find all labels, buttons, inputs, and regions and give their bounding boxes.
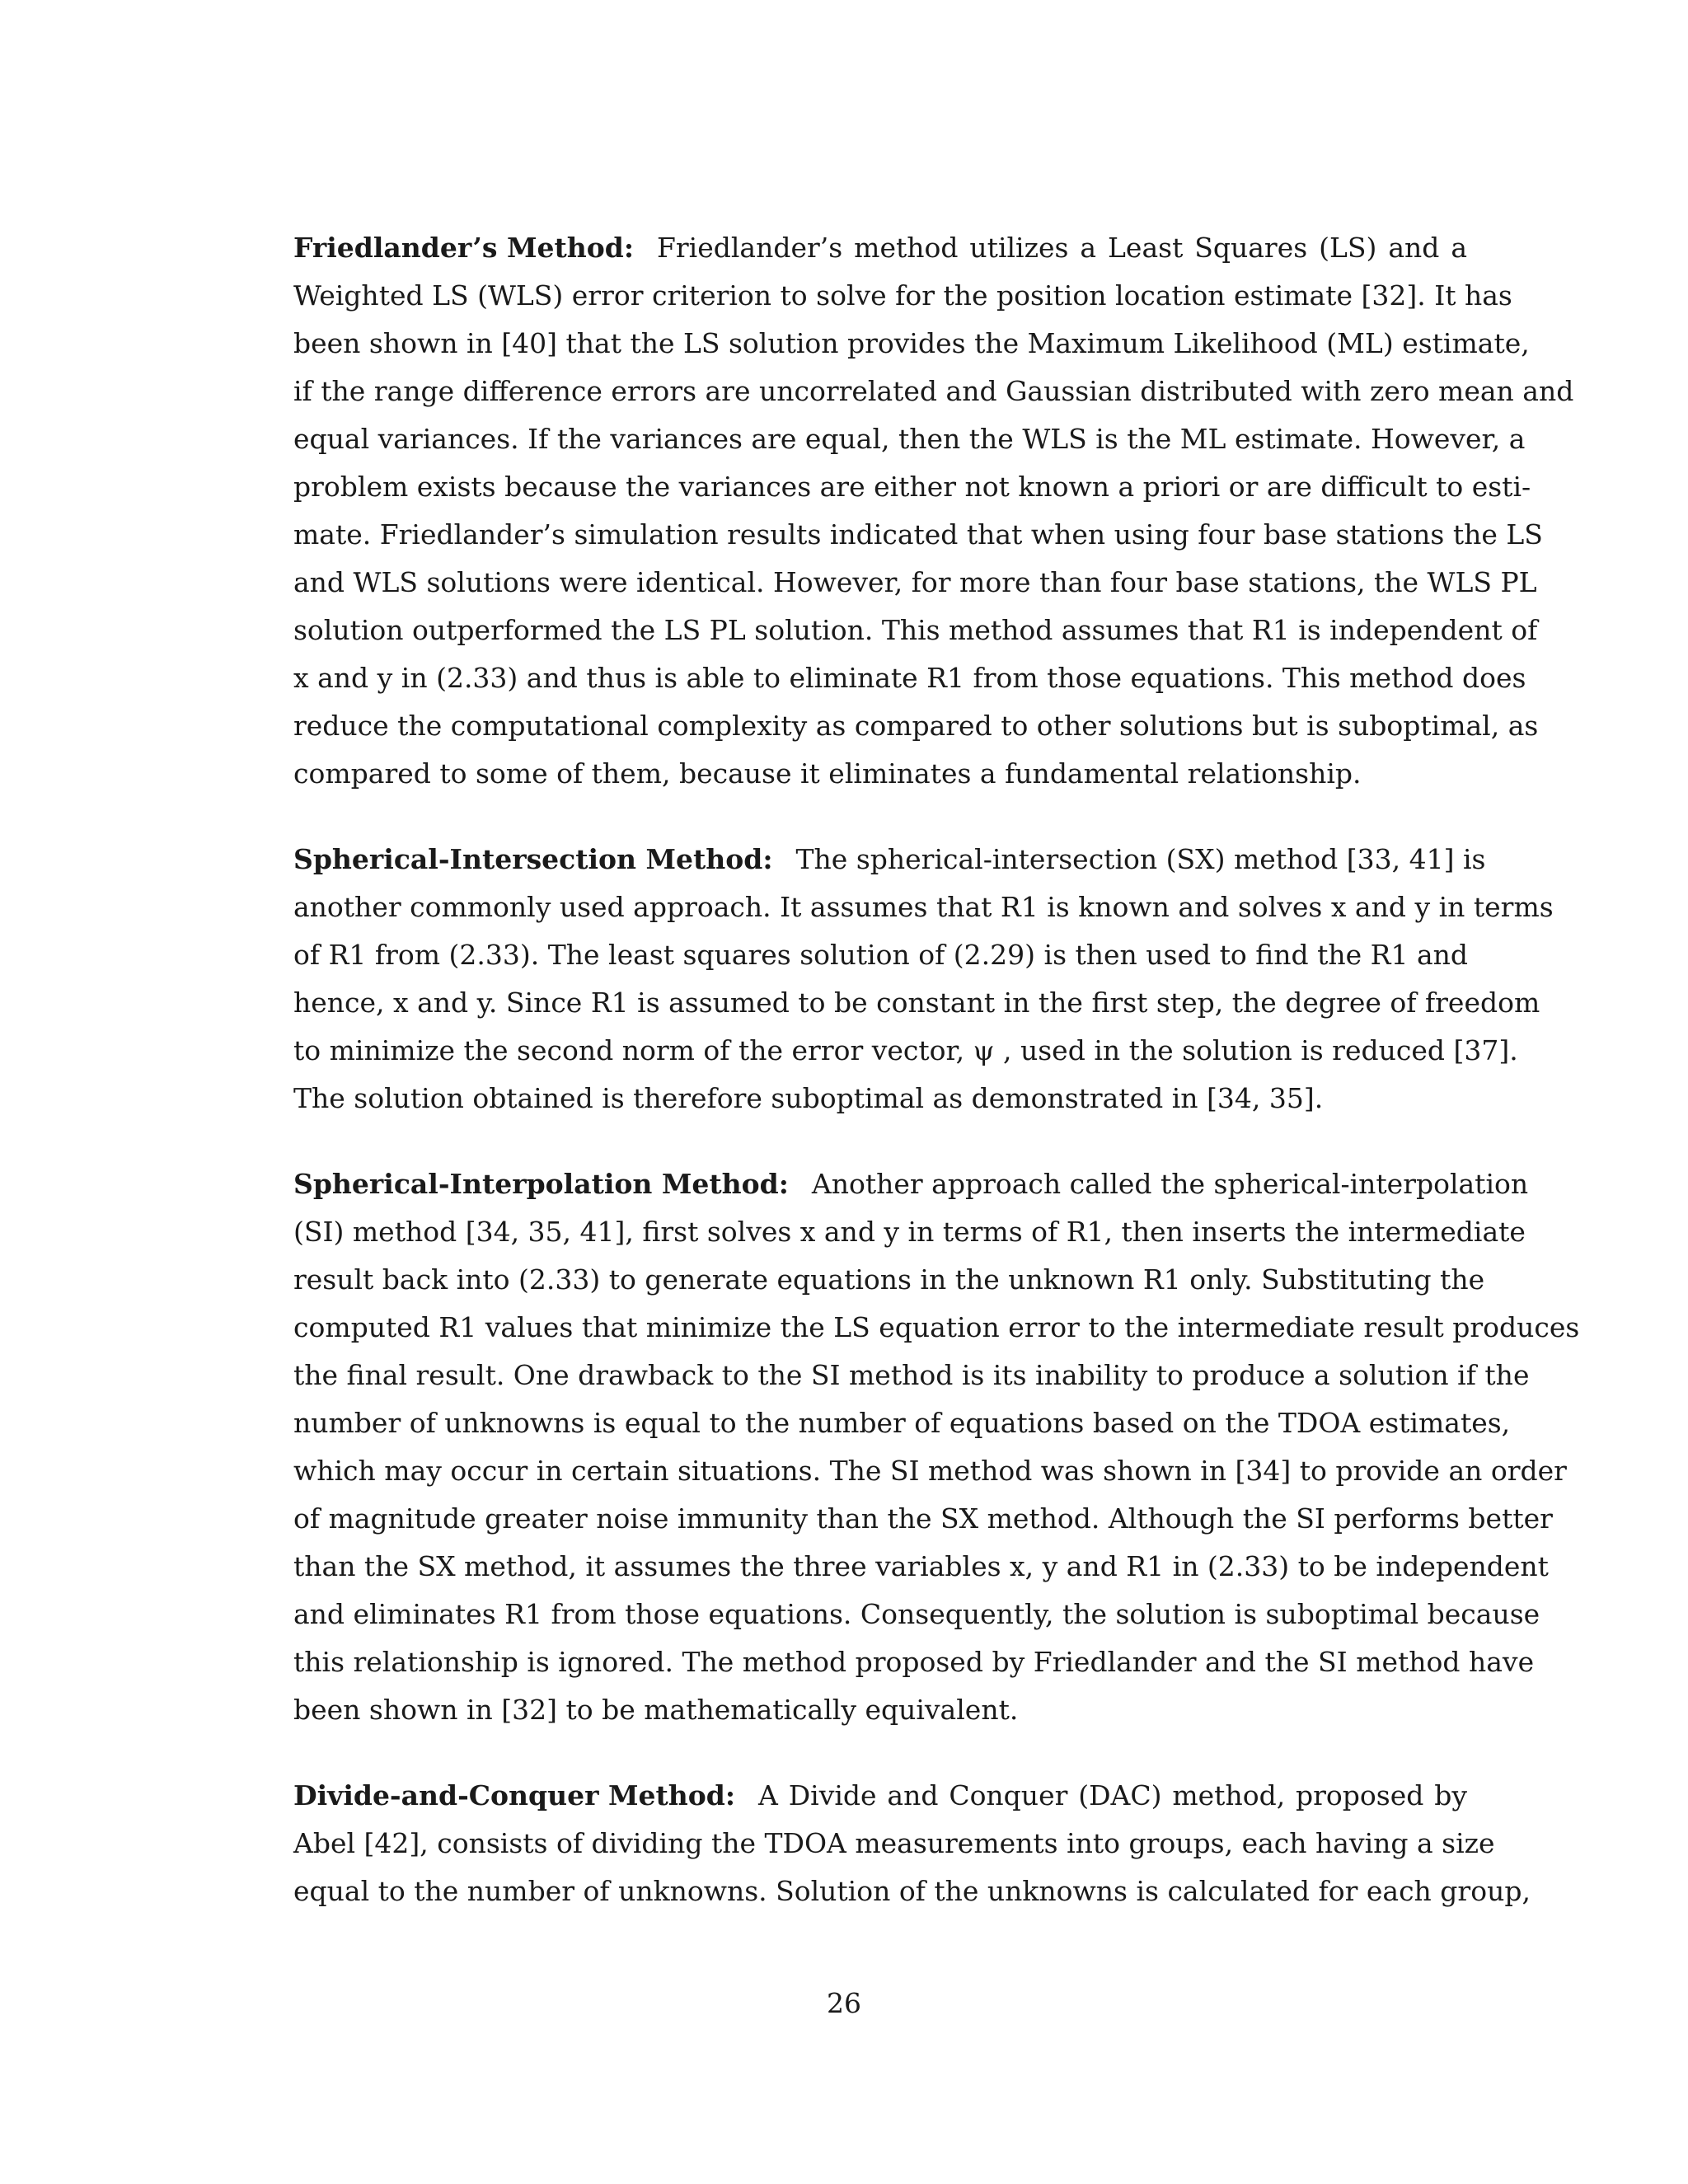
section-heading: Friedlander’s Method: <box>293 232 634 264</box>
text-line: this relationship is ignored. The method proposed by Friedlander and the SI method have <box>293 1646 1535 1678</box>
text-line: than the SX method, it assumes the three variables x, y and R1 in (2.33) to be independent <box>293 1550 1549 1582</box>
text-line <box>293 1160 1529 1208</box>
line-text: Friedlander’s method utilizes a Least Squares (LS) and a <box>657 232 1467 264</box>
text-line: mate. Friedlander’s simulation results indicated that when using four base stations the LS <box>293 518 1543 551</box>
text-line: number of unknowns is equal to the number of equations based on the TDOA estimates, <box>293 1407 1511 1439</box>
text-line: Abel [42], consists of dividing the TDOA measurements into groups, each having a size <box>293 1827 1495 1859</box>
text-line: equal to the number of unknowns. Solution of the unknowns is calculated for each group, <box>293 1875 1531 1907</box>
text-line: The solution obtained is therefore suboptimal as demonstrated in [34, 35]. <box>293 1082 1324 1114</box>
text-line: which may occur in certain situations. The SI method was shown in [34] to provide an order <box>293 1455 1567 1487</box>
paragraph-friedlander-method <box>293 224 1574 798</box>
text-line: problem exists because the variances are either not known a priori or are difficult to esti- <box>293 471 1531 503</box>
text-line <box>293 1772 1467 1820</box>
page-number: 26 <box>827 1987 861 2019</box>
text-line: x and y in (2.33) and thus is able to eliminate R1 from those equations. This method does <box>293 662 1526 694</box>
line-text: A Divide and Conquer (DAC) method, proposed by <box>758 1779 1467 1811</box>
text-line: hence, x and y. Since R1 is assumed to be constant in the first step, the degree of freedom <box>293 987 1540 1019</box>
text-line: and eliminates R1 from those equations. Consequently, the solution is suboptimal because <box>293 1598 1540 1630</box>
text-line: to minimize the second norm of the error vector, ψ , used in the solution is reduced [37]. <box>293 1034 1518 1066</box>
text-line: reduce the computational complexity as compared to other solutions but is suboptimal, as <box>293 710 1539 742</box>
text-line: computed R1 values that minimize the LS equation error to the intermediate result produces <box>293 1311 1580 1343</box>
text-line: if the range difference errors are uncorrelated and Gaussian distributed with zero mean and <box>293 375 1574 407</box>
text-line: Weighted LS (WLS) error criterion to solve for the position location estimate [32]. It has <box>293 279 1512 312</box>
text-line: and WLS solutions were identical. However, for more than four base stations, the WLS PL <box>293 566 1537 598</box>
text-line: equal variances. If the variances are equal, then the WLS is the ML estimate. However, a <box>293 423 1526 455</box>
paragraph-spherical-intersection-method <box>293 836 1554 1122</box>
page-body <box>293 224 1580 1953</box>
text-line: (SI) method [34, 35, 41], first solves x and y in terms of R1, then inserts the intermediate <box>293 1216 1526 1248</box>
text-line: of R1 from (2.33). The least squares solution of (2.29) is then used to find the R1 and <box>293 939 1469 971</box>
section-heading: Spherical-Intersection Method: <box>293 843 773 875</box>
text-line: of magnitude greater noise immunity than the SX method. Although the SI performs better <box>293 1502 1553 1535</box>
text-line: result back into (2.33) to generate equations in the unknown R1 only. Substituting the <box>293 1263 1485 1296</box>
paragraph-divide-and-conquer-method <box>293 1772 1531 1915</box>
line-text: Another approach called the spherical-interpolation <box>811 1168 1529 1200</box>
text-line: been shown in [40] that the LS solution provides the Maximum Likelihood (ML) estimate, <box>293 327 1530 359</box>
text-line: the final result. One drawback to the SI method is its inability to produce a solution if the <box>293 1359 1530 1391</box>
text-line: been shown in [32] to be mathematically equivalent. <box>293 1694 1019 1726</box>
line-text: The spherical-intersection (SX) method [33, 41] is <box>795 843 1486 875</box>
paragraph-spherical-interpolation-method <box>293 1160 1580 1734</box>
text-line: solution outperformed the LS PL solution. This method assumes that R1 is independent of <box>293 614 1538 646</box>
text-line <box>293 224 1467 272</box>
text-line: compared to some of them, because it eliminates a fundamental relationship. <box>293 757 1362 790</box>
text-line: another commonly used approach. It assumes that R1 is known and solves x and y in terms <box>293 891 1554 923</box>
section-heading: Spherical-Interpolation Method: <box>293 1168 789 1200</box>
text-line <box>293 836 1486 883</box>
section-heading: Divide-and-Conquer Method: <box>293 1779 736 1811</box>
